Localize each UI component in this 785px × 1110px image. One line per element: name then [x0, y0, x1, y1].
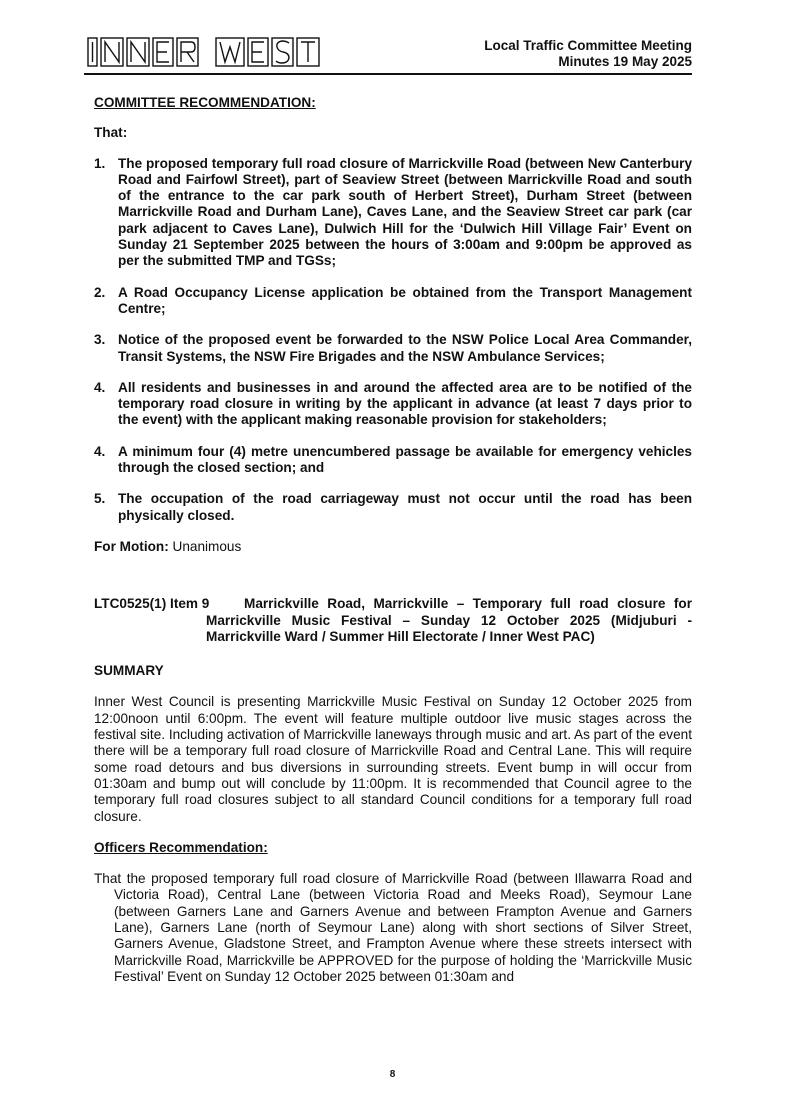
item-number: 2.	[94, 284, 106, 300]
recommendation-item	[94, 380, 692, 429]
document-body	[94, 95, 692, 985]
recommendation-item	[94, 332, 692, 365]
agenda-item-code: LTC0525(1) Item 9	[94, 596, 210, 612]
summary-heading: SUMMARY	[94, 663, 164, 679]
item-number: 5.	[94, 491, 106, 507]
item-number: 3.	[94, 332, 106, 348]
agenda-item-title: Marrickville Road, Marrickville – Temporary full road closure for Marrickville Music Festival – Sunday 12 October 2025 (Midjuburi - Marrickville Ward / Summer Hill Electorate / Inner West PAC)	[206, 596, 692, 644]
recommendation-item	[94, 285, 692, 318]
item-text: Notice of the proposed event be forwarded to the NSW Police Local Area Commander, Transit Systems, the NSW Fire Brigades and the NSW Ambulance Services;	[118, 332, 692, 364]
inner-west-logo	[86, 35, 338, 69]
motion-label: For Motion:	[94, 538, 169, 554]
summary-text: Inner West Council is presenting Marrickville Music Festival on Sunday 12 October 2025 from 12:00noon until 6:00pm. The event will feature multiple outdoor live music stages across the festival site. Including activation of Marrickville laneways through music and art. As part of the event there will be a temporary full road closure of Marrickville Road and Central Lane. This will require some road detours and bus diversions in surrounding streets. Event bump in will occur from 01:30am and bump out will conclude by 11:00pm. It is recommended that Council agree to the temporary full road closures subject to all standard Council conditions for a temporary full road closure.	[94, 694, 692, 824]
motion-value: Unanimous	[168, 538, 242, 554]
that-label: That:	[94, 125, 128, 141]
recommendation-list	[94, 156, 692, 524]
recommendation-item	[94, 444, 692, 477]
item-text: A Road Occupancy License application be obtained from the Transport Management Centre;	[118, 284, 692, 316]
officers-recommendation-heading: Officers Recommendation:	[94, 839, 268, 855]
item-text: A minimum four (4) metre unencumbered passage be available for emergency vehicles through the closed section; and	[118, 443, 692, 476]
agenda-item-heading	[94, 596, 692, 645]
recommendation-item	[94, 156, 692, 270]
header-meta	[484, 38, 692, 70]
page-number: 8	[389, 1069, 396, 1080]
motion-line	[94, 539, 692, 555]
item-text: All residents and businesses in and around the affected area are to be notified of the temporary road closure in writing by the applicant in advance (at least 7 days prior to the event) with the applicant making reasonable provision for stakeholders;	[118, 379, 692, 428]
item-number: 1.	[94, 155, 106, 171]
item-number: 4.	[94, 443, 106, 459]
item-number: 4.	[94, 379, 106, 395]
item-text: The proposed temporary full road closure of Marrickville Road (between New Canterbury Road and Fairfowl Street), part of Seaview Street (between Marrickville Road and south of the entrance to the car park south of Herbert Street), Durham Street (between Marrickville Road and Durham Lane), Caves Lane, and the Seaview Street car park (car park adjacent to Caves Lane), Dulwich Hill for the ‘Dulwich Hill Village Fair’ Event on Sunday 21 September 2025 between the hours of 3:00am and 9:00pm be approved as per the submitted TMP and TGSs;	[118, 155, 692, 269]
recommendation-item	[94, 491, 692, 524]
committee-recommendation-heading: COMMITTEE RECOMMENDATION:	[94, 95, 316, 110]
officers-recommendation-text: That the proposed temporary full road closure of Marrickville Road (between Illawarra Road and Victoria Road), Central Lane (between Victoria Road and Meeks Road), Seymour Lane (between Garners Lane and Garners Avenue and between Frampton Avenue and Garners Lane), Garners Lane (north of Seymour Lane) along with short sections of Silver Street, Garners Avenue, Gladstone Street, and Frampton Avenue where these streets intersect with Marrickville Road, Marrickville be APPROVED for the purpose of holding the ‘Marrickville Music Festival’ Event on Sunday 12 October 2025 between 01:30am and	[94, 871, 692, 984]
header-meeting-title: Local Traffic Committee Meeting	[484, 38, 692, 53]
item-text: The occupation of the road carriageway must not occur until the road has been physically closed.	[118, 491, 692, 523]
header-meeting-date: Minutes 19 May 2025	[558, 54, 692, 69]
header-divider	[84, 73, 692, 75]
